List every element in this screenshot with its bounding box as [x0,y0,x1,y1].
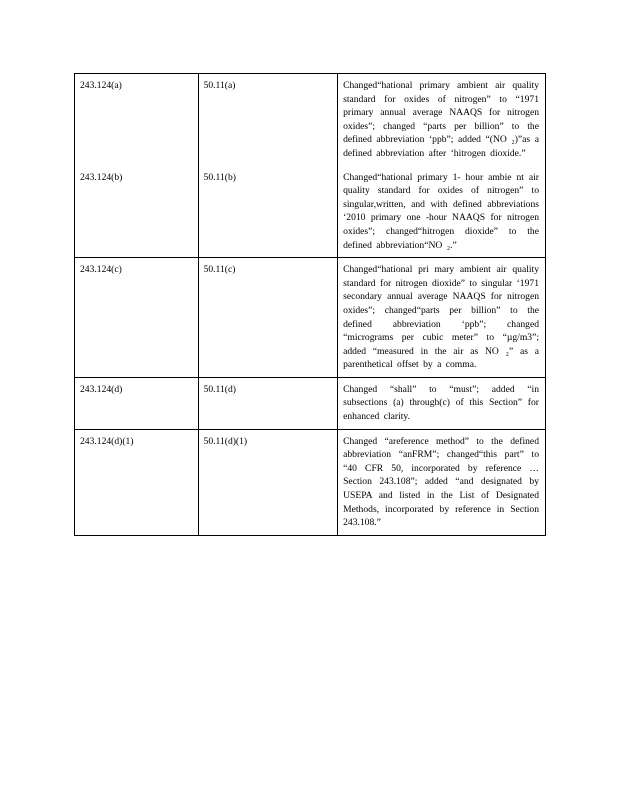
federal-section-cell: 50.11(d) [198,377,338,429]
comparison-table [74,73,546,536]
table-row [75,377,546,429]
illinois-section-cell: 243.124(d)(1) [75,429,199,535]
change-description-cell: Changed “shall” to “must”; added “in subsections (a) through(c) of this Section” for enhanced clarity. [338,377,546,429]
federal-section-cell: 50.11(a) [198,74,338,166]
table-row [75,258,546,378]
change-description-cell: Changed“hational pri mary ambient air quality standard for nitrogen dioxide” to singular ‘1971 secondary annual average NAAQS for nitrogen oxides”; changed“parts per billion” to the defined abbreviation ‘ppb”; changed “micrograms per cubic meter” to “µg/m3”; added “measured in the air as NO ₂” as a parenthetical offset by a comma. [338,258,546,378]
table-row [75,429,546,535]
change-description-cell: Changed“hational primary 1- hour ambie nt air quality standard for oxides of nitrogen” to singular,written, and with defined abbreviations ‘2010 primary one -hour NAAQS for nitrogen oxides”; changed“hitrogen dioxide” to the defined abbreviation“NO ₂.” [338,166,546,258]
table-row [75,166,546,258]
change-description-cell: Changed“hational primary ambient air quality standard for oxides of nitrogen” to “1971 primary annual average NAAQS for nitrogen oxides”; changed “parts per billion” to the defined abbreviation ‘ppb”; added “(NO ₂)”as a defined abbreviation after ‘hitrogen dioxide.” [338,74,546,166]
federal-section-cell: 50.11(d)(1) [198,429,338,535]
illinois-section-cell: 243.124(d) [75,377,199,429]
table-row [75,74,546,166]
federal-section-cell: 50.11(c) [198,258,338,378]
federal-section-cell: 50.11(b) [198,166,338,258]
illinois-section-cell: 243.124(c) [75,258,199,378]
change-description-cell: Changed “areference method” to the defined abbreviation “anFRM”; changed“this part” to “40 CFR 50, incorporated by reference … Section 243.108”; added “and designated by USEPA and listed in the List of Designated Methods, incorporated by reference in Section 243.108.” [338,429,546,535]
illinois-section-cell: 243.124(a) [75,74,199,166]
illinois-section-cell: 243.124(b) [75,166,199,258]
